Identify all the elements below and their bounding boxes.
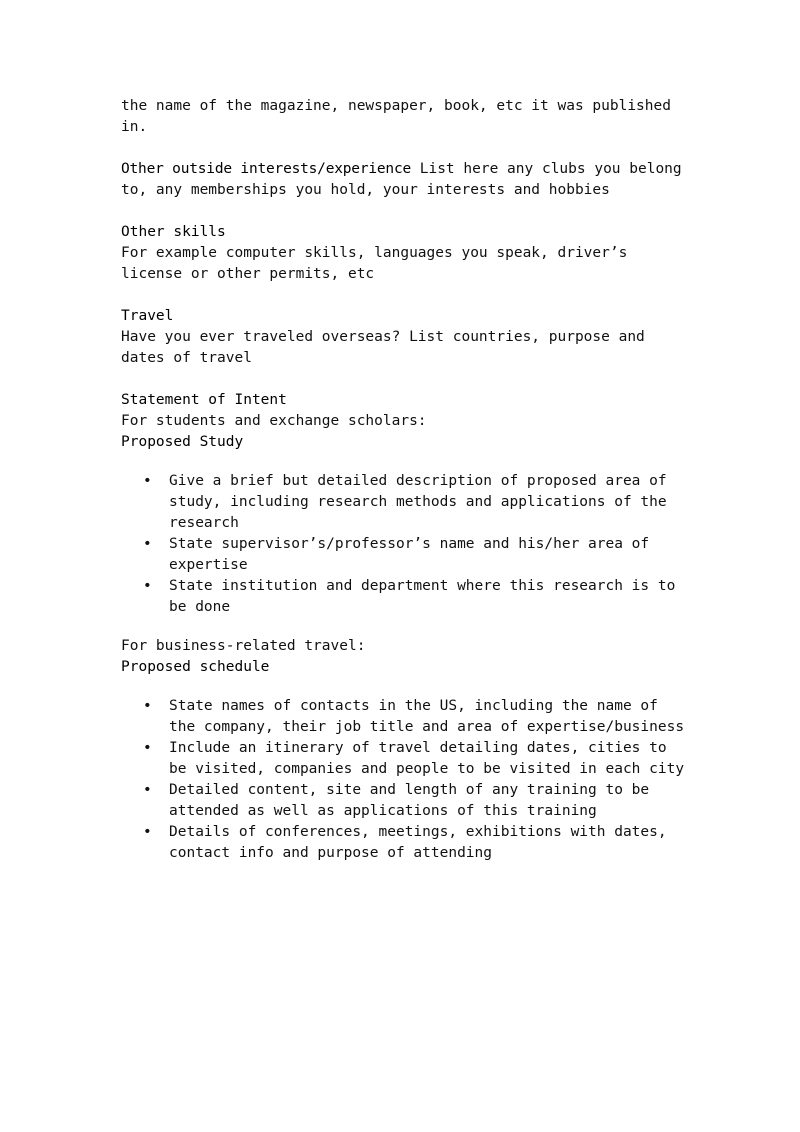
proposed-schedule-list: [121, 696, 691, 864]
students-intro: For students and exchange scholars:: [121, 413, 427, 429]
list-item: [121, 822, 691, 864]
list-item-text: Include an itinerary of travel detailing dates, cities to be visited, companies and people to be visited in each city: [169, 740, 685, 777]
outside-interests-heading: Other outside interests/experience: [121, 161, 412, 177]
list-item: [121, 780, 691, 822]
business-intro: For business-related travel:: [121, 638, 366, 654]
list-item: [121, 534, 691, 576]
list-item-text: State institution and department where this research is to be done: [169, 578, 676, 615]
intro-line: the name of the magazine, newspaper, book, etc it was published in.: [121, 98, 671, 135]
bullet-icon: •: [143, 578, 152, 594]
other-skills-heading: Other skills: [121, 224, 226, 240]
travel-heading: Travel: [121, 308, 174, 324]
statement-section: [121, 390, 691, 864]
list-item: [121, 696, 691, 738]
outside-interests-text: List here any clubs you belong to, any memberships you hold, your interests and hobbies: [121, 161, 682, 198]
bullet-icon: •: [143, 536, 152, 552]
list-item-text: Details of conferences, meetings, exhibitions with dates, contact info and purpose of attending: [169, 824, 667, 861]
proposed-study-heading: Proposed Study: [121, 434, 244, 450]
statement-heading: Statement of Intent: [121, 392, 287, 408]
bullet-icon: •: [143, 473, 152, 489]
other-skills-section: [121, 222, 691, 285]
outside-interests-paragraph: [121, 159, 691, 201]
list-item: [121, 471, 691, 534]
list-item-text: Give a brief but detailed description of proposed area of study, including research methods and applications of the research: [169, 473, 667, 531]
travel-text: Have you ever traveled overseas? List countries, purpose and dates of travel: [121, 329, 645, 366]
bullet-icon: •: [143, 698, 152, 714]
list-item-text: State supervisor’s/professor’s name and his/her area of expertise: [169, 536, 650, 573]
proposed-schedule-heading: Proposed schedule: [121, 659, 270, 675]
bullet-icon: •: [143, 740, 152, 756]
document-page: [121, 96, 691, 882]
other-skills-text: For example computer skills, languages you speak, driver’s license or other permits, etc: [121, 245, 628, 282]
proposed-study-list: [121, 471, 691, 618]
bullet-icon: •: [143, 824, 152, 840]
list-item-text: State names of contacts in the US, including the name of the company, their job title and area of expertise/business: [169, 698, 685, 735]
list-item: [121, 738, 691, 780]
bullet-icon: •: [143, 782, 152, 798]
list-item-text: Detailed content, site and length of any training to be attended as well as applications of this training: [169, 782, 650, 819]
travel-section: [121, 306, 691, 369]
list-item: [121, 576, 691, 618]
